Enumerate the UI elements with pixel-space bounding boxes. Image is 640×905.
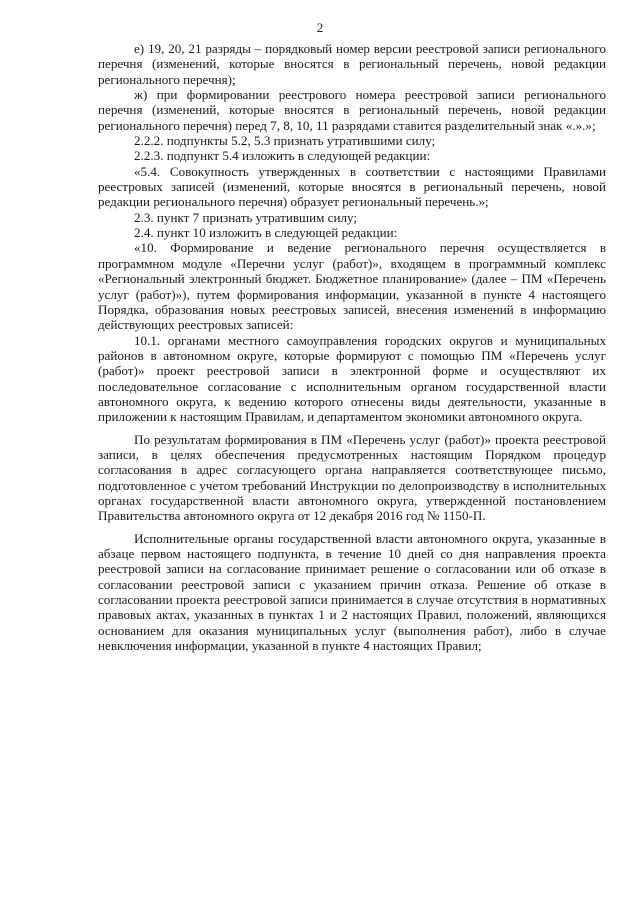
paragraph: 2.2.2. подпункты 5.2, 5.3 признать утратившими силу; (134, 133, 436, 149)
paragraph: По результатам формирования в ПМ «Перечень услуг (работ)» проекта реестровой записи, в целях обеспечения предусмотренных настоящим Порядком процедур согласования в адрес согласующего органа направляется соответствующее письмо, подготовленное с учетом требований Инструкции по делопроизводству в исполнительных органах государственной власти автономного округа, утвержденной постановлением Правительства автономного округа от 12 декабря 2016 год № 1150-П. (98, 431, 606, 524)
paragraph: 2.3. пункт 7 признать утратившим силу; (134, 209, 358, 225)
paragraph: «10. Формирование и ведение регионального перечня осуществляется в программном модуле «Перечни услуг (работ)», входящем в программный комплекс «Региональный электронный бюджет. Бюджетное планирование» (далее – ПМ «Перечень услуг (работ)»), путем формирования информации, указанной в пункте 4 настоящего Порядка, образования новых реестровых записей, внесения изменений в информацию действующих реестровых записей: (98, 240, 606, 333)
page-number: 2 (316, 20, 324, 35)
paragraph: е) 19, 20, 21 разряды – порядковый номер версии реестровой записи регионального перечня (изменений, которые вносятся в региональный перечень, новой редакции регионального перечня); (98, 41, 606, 87)
document-body (98, 41, 606, 653)
paragraph: 2.4. пункт 10 изложить в следующей редакции: (134, 225, 398, 241)
paragraph: 10.1. органами местного самоуправления городских округов и муниципальных районов в автономном округе, которые формируют с помощью ПМ «Перечень услуг (работ)» проект реестровой записи в электронной форме и осуществляют их последовательное согласование с исполнительным органом государственной власти автономного округа, к ведению которого отнесены виды деятельности, указанные в приложении к настоящим Правилам, и департаментом экономики автономного округа. (98, 332, 606, 425)
paragraph: 2.2.3. подпункт 5.4 изложить в следующей редакции: (134, 148, 431, 164)
paragraph: «5.4. Совокупность утвержденных в соответствии с настоящими Правилами реестровых записей (изменений, которые вносятся в региональный перечень, новой редакции регионального перечня) образует региональный перечень.»; (98, 163, 606, 210)
paragraph: Исполнительные органы государственной власти автономного округа, указанные в абзаце первом настоящего подпункта, в течение 10 дней со дня направления проекта реестровой записи на согласование принимает решение о согласовании или об отказе в согласовании реестровой записи с указанием причин отказа. Решение об отказе в согласовании проекта реестровой записи принимается в случае отсутствия в нормативных правовых актах, указанных в пунктах 1 и 2 настоящих Правил, положений, являющихся основанием для оказания муниципальных услуг (выполнения работ), либо в случае невключения информации, указанной в пункте 4 настоящих Правил; (98, 530, 606, 654)
paragraph: ж) при формировании реестрового номера реестровой записи регионального перечня (изменений, которые вносятся в региональный перечень, новой редакции регионального перечня) перед 7, 8, 10, 11 разрядами ставится разделительный знак «.».»; (98, 87, 606, 133)
